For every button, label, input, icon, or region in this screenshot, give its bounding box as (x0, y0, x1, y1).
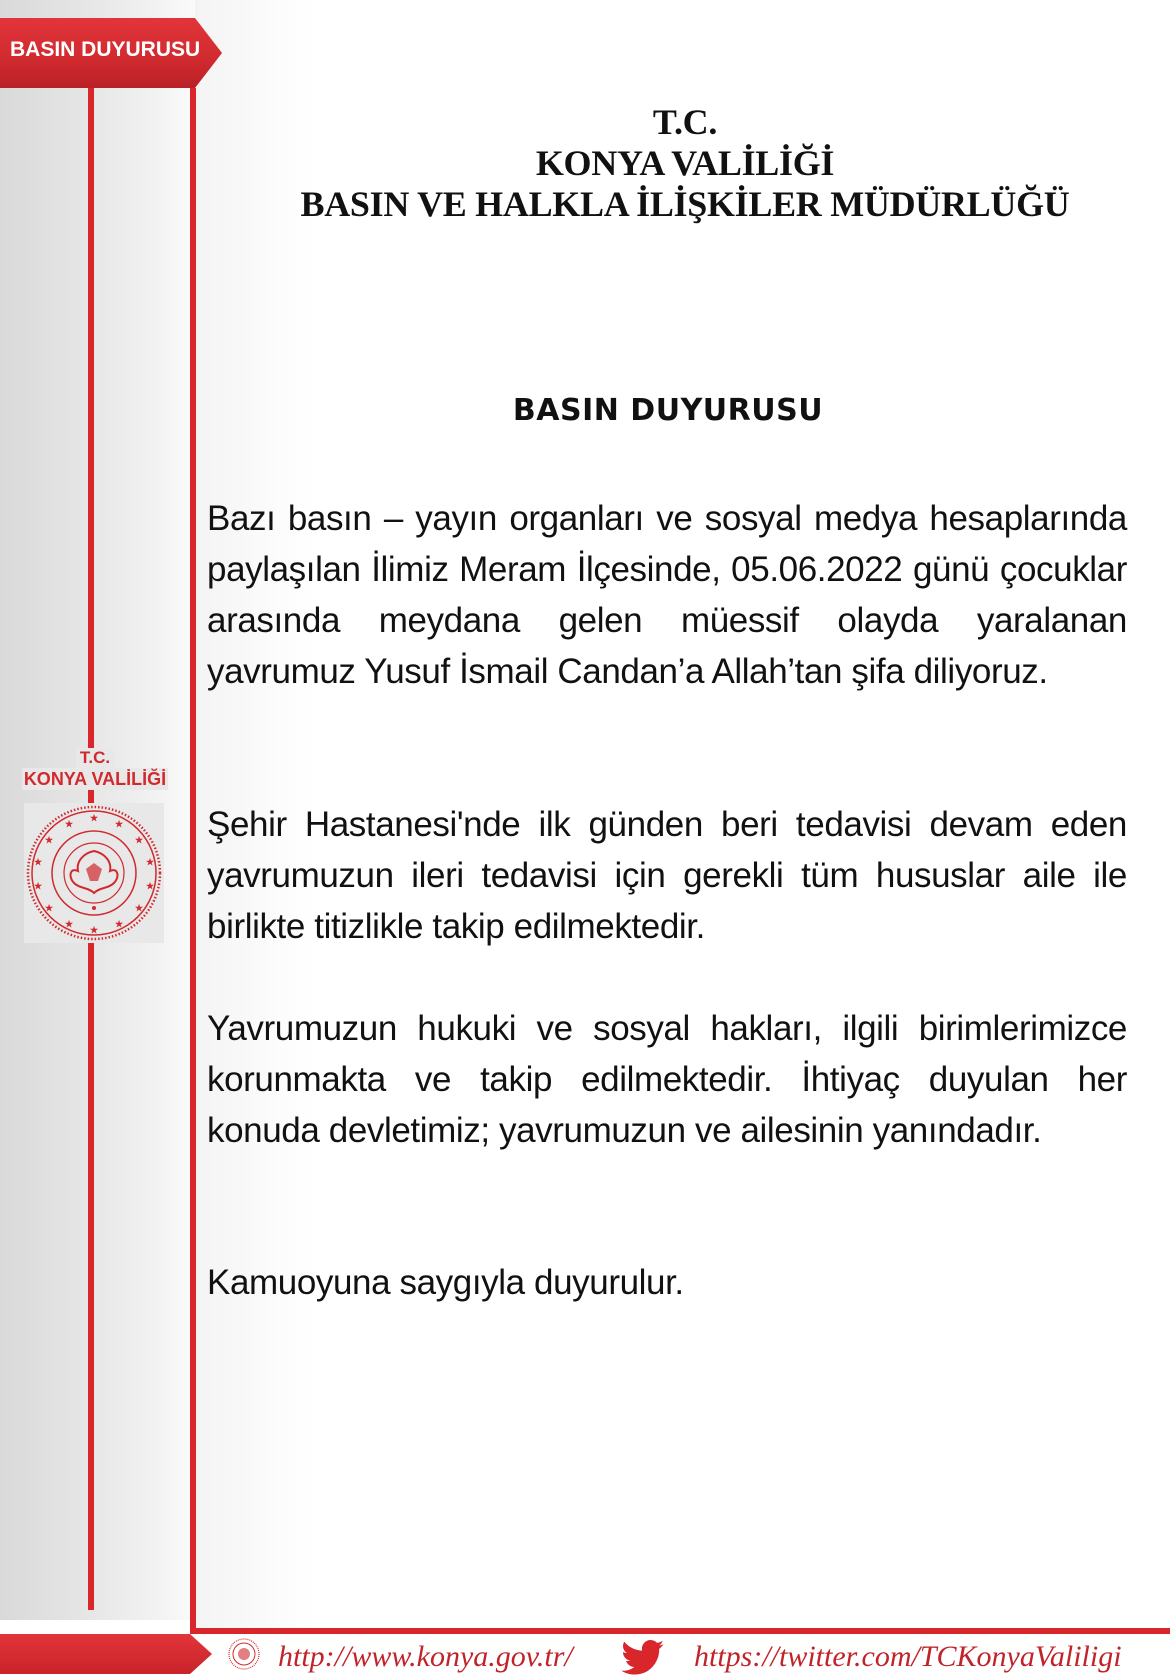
svg-text:★: ★ (134, 835, 144, 845)
letterhead (265, 102, 1105, 225)
svg-text:★: ★ (114, 819, 124, 829)
letterhead-department: BASIN VE HALKLA İLİŞKİLER MÜDÜRLÜĞÜ (300, 184, 1070, 224)
seal-icon (228, 1638, 260, 1670)
document-title: BASIN DUYURUSU (512, 393, 824, 428)
twitter-link[interactable]: https://twitter.com/TCKonyaValiligi (694, 1640, 1122, 1673)
banner-label: BASIN DUYURUSU (10, 38, 201, 61)
svg-text:★: ★ (64, 919, 74, 929)
svg-text:★: ★ (89, 813, 99, 823)
paragraph-4-closing: Kamuoyuna saygıyla duyurulur. (207, 1263, 684, 1302)
svg-text:★: ★ (89, 925, 99, 935)
sidebar-outer-red-line (190, 88, 196, 1634)
svg-text:★: ★ (44, 903, 54, 913)
paragraph-3: Yavrumuzun hukuki ve sosyal hakları, ilgili birimlerimizce korunmakta ve takip edilmektedir. İhtiyaç duyulan her konuda devletimiz; yavrumuzun ve ailesinin yanındadır. (207, 1009, 1127, 1150)
paragraph-2: Şehir Hastanesi'nde ilk günden beri tedavisi devam eden yavrumuzun ileri tedavisi için gerekli tüm hususlar aile ile birlikte titizlikle takip edilmektedir. (207, 805, 1127, 946)
svg-text:★: ★ (33, 857, 43, 867)
twitter-icon (620, 1640, 666, 1676)
svg-text:★: ★ (33, 881, 43, 891)
konya-valiligi-seal-icon (24, 803, 164, 943)
sidebar-institution-block (0, 748, 190, 790)
svg-text:★: ★ (134, 903, 144, 913)
footer-red-line (190, 1628, 1170, 1634)
sidebar-institution-name: KONYA VALİLİĞİ (23, 769, 167, 789)
svg-text:★: ★ (145, 857, 155, 867)
sidebar-tc: T.C. (76, 748, 114, 768)
svg-text:★: ★ (44, 835, 54, 845)
footer-red-arrow (0, 1634, 212, 1674)
svg-text:★: ★ (114, 919, 124, 929)
svg-text:★: ★ (145, 881, 155, 891)
svg-text:★: ★ (64, 819, 74, 829)
letterhead-tc: T.C. (652, 102, 718, 142)
website-link[interactable]: http://www.konya.gov.tr/ (278, 1640, 573, 1673)
letterhead-governorship: KONYA VALİLİĞİ (535, 143, 835, 183)
paragraph-1: Bazı basın – yayın organları ve sosyal medya hesaplarında paylaşılan İlimiz Meram İlçesinde, 05.06.2022 günü çocuklar arasında meydana gelen müessif olayda yaralanan yavrumuz Yusuf İsmail Candan’a Allah’tan şifa diliyoruz. (207, 499, 1127, 691)
